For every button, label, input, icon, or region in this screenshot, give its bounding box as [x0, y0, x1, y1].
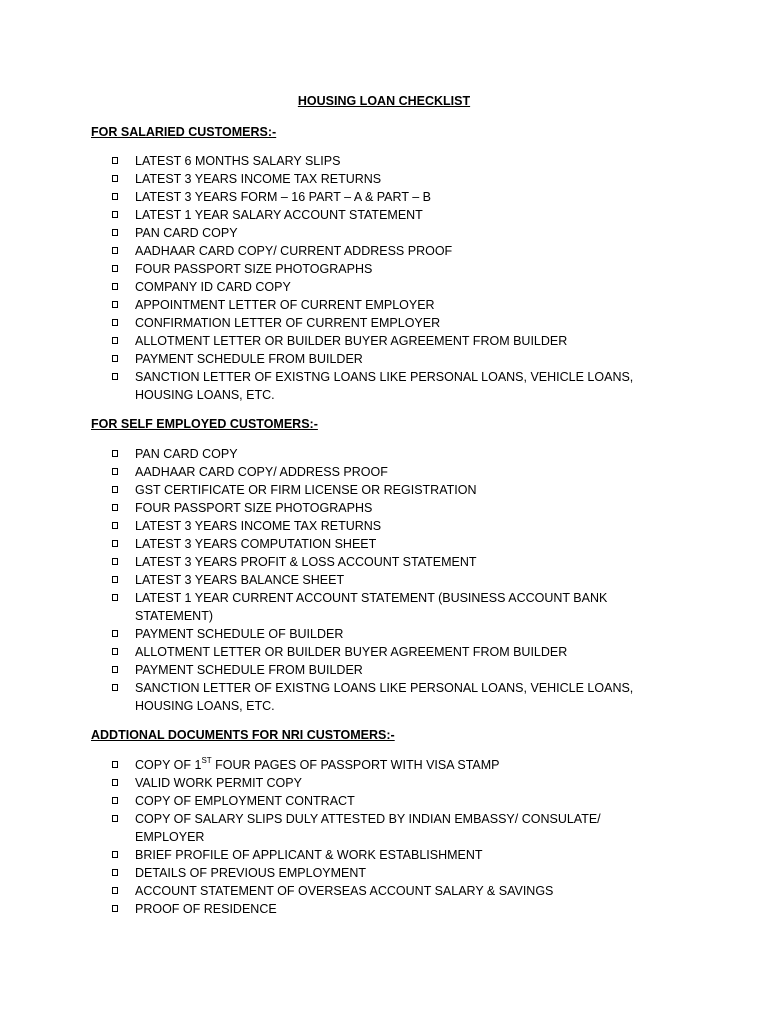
checkbox-icon: [112, 283, 118, 290]
list-item: COMPANY ID CARD COPY: [112, 278, 672, 296]
salaried-list: [112, 152, 672, 404]
checkbox-icon: [112, 450, 118, 457]
checkbox-icon: [112, 905, 118, 912]
checkbox-icon: [112, 779, 118, 786]
checkbox-icon: [112, 229, 118, 236]
checkbox-icon: [112, 468, 118, 475]
list-item: LATEST 3 YEARS INCOME TAX RETURNS: [112, 170, 672, 188]
checkbox-icon: [112, 193, 118, 200]
checkbox-icon: [112, 761, 118, 768]
list-item: COPY OF 1ST FOUR PAGES OF PASSPORT WITH VISA STAMP: [112, 756, 672, 774]
checkbox-icon: [112, 337, 118, 344]
list-item: LATEST 3 YEARS FORM – 16 PART – A & PART – B: [112, 188, 672, 206]
checkbox-icon: [112, 157, 118, 164]
list-item: BRIEF PROFILE OF APPLICANT & WORK ESTABLISHMENT: [112, 846, 672, 864]
checkbox-icon: [112, 175, 118, 182]
salaried-heading: FOR SALARIED CUSTOMERS:-: [91, 125, 277, 139]
list-item: LATEST 3 YEARS INCOME TAX RETURNS: [112, 517, 672, 535]
list-item: PAYMENT SCHEDULE OF BUILDER: [112, 625, 672, 643]
list-item: PROOF OF RESIDENCE: [112, 900, 672, 918]
list-item: ALLOTMENT LETTER OR BUILDER BUYER AGREEMENT FROM BUILDER: [112, 332, 672, 350]
checkbox-icon: [112, 797, 118, 804]
list-item: LATEST 1 YEAR CURRENT ACCOUNT STATEMENT (BUSINESS ACCOUNT BANK STATEMENT): [112, 589, 672, 625]
checkbox-icon: [112, 373, 118, 380]
nri-list: [112, 756, 672, 918]
checkbox-icon: [112, 869, 118, 876]
checkbox-icon: [112, 851, 118, 858]
list-item: LATEST 6 MONTHS SALARY SLIPS: [112, 152, 672, 170]
list-item: PAN CARD COPY: [112, 445, 672, 463]
checkbox-icon: [112, 504, 118, 511]
nri-heading: ADDTIONAL DOCUMENTS FOR NRI CUSTOMERS:-: [91, 728, 395, 742]
list-item: PAYMENT SCHEDULE FROM BUILDER: [112, 350, 672, 368]
list-item: CONFIRMATION LETTER OF CURRENT EMPLOYER: [112, 314, 672, 332]
list-item: SANCTION LETTER OF EXISTNG LOANS LIKE PERSONAL LOANS, VEHICLE LOANS, HOUSING LOANS, ETC.: [112, 368, 672, 404]
checkbox-icon: [112, 630, 118, 637]
checkbox-icon: [112, 301, 118, 308]
list-item: AADHAAR CARD COPY/ CURRENT ADDRESS PROOF: [112, 242, 672, 260]
checkbox-icon: [112, 887, 118, 894]
list-item: LATEST 3 YEARS BALANCE SHEET: [112, 571, 672, 589]
list-item: ALLOTMENT LETTER OR BUILDER BUYER AGREEMENT FROM BUILDER: [112, 643, 672, 661]
self-employed-list: [112, 445, 672, 715]
list-item: PAN CARD COPY: [112, 224, 672, 242]
checkbox-icon: [112, 522, 118, 529]
checkbox-icon: [112, 355, 118, 362]
checkbox-icon: [112, 594, 118, 601]
checkbox-icon: [112, 558, 118, 565]
list-item: LATEST 3 YEARS COMPUTATION SHEET: [112, 535, 672, 553]
list-item: COPY OF SALARY SLIPS DULY ATTESTED BY INDIAN EMBASSY/ CONSULATE/ EMPLOYER: [112, 810, 672, 846]
checkbox-icon: [112, 540, 118, 547]
checkbox-icon: [112, 648, 118, 655]
checkbox-icon: [112, 247, 118, 254]
list-item: LATEST 1 YEAR SALARY ACCOUNT STATEMENT: [112, 206, 672, 224]
checkbox-icon: [112, 265, 118, 272]
list-item: LATEST 3 YEARS PROFIT & LOSS ACCOUNT STATEMENT: [112, 553, 672, 571]
list-item: ACCOUNT STATEMENT OF OVERSEAS ACCOUNT SALARY & SAVINGS: [112, 882, 672, 900]
checkbox-icon: [112, 815, 118, 822]
checkbox-icon: [112, 319, 118, 326]
checkbox-icon: [112, 576, 118, 583]
list-item: COPY OF EMPLOYMENT CONTRACT: [112, 792, 672, 810]
list-item: APPOINTMENT LETTER OF CURRENT EMPLOYER: [112, 296, 672, 314]
checkbox-icon: [112, 684, 118, 691]
document-title: HOUSING LOAN CHECKLIST: [297, 94, 471, 108]
checkbox-icon: [112, 486, 118, 493]
self-employed-heading: FOR SELF EMPLOYED CUSTOMERS:-: [91, 417, 318, 431]
checkbox-icon: [112, 666, 118, 673]
list-item: VALID WORK PERMIT COPY: [112, 774, 672, 792]
list-item: DETAILS OF PREVIOUS EMPLOYMENT: [112, 864, 672, 882]
list-item: FOUR PASSPORT SIZE PHOTOGRAPHS: [112, 260, 672, 278]
list-item: GST CERTIFICATE OR FIRM LICENSE OR REGISTRATION: [112, 481, 672, 499]
list-item: SANCTION LETTER OF EXISTNG LOANS LIKE PERSONAL LOANS, VEHICLE LOANS, HOUSING LOANS, ETC.: [112, 679, 672, 715]
list-item: AADHAAR CARD COPY/ ADDRESS PROOF: [112, 463, 672, 481]
list-item: PAYMENT SCHEDULE FROM BUILDER: [112, 661, 672, 679]
list-item: FOUR PASSPORT SIZE PHOTOGRAPHS: [112, 499, 672, 517]
checkbox-icon: [112, 211, 118, 218]
